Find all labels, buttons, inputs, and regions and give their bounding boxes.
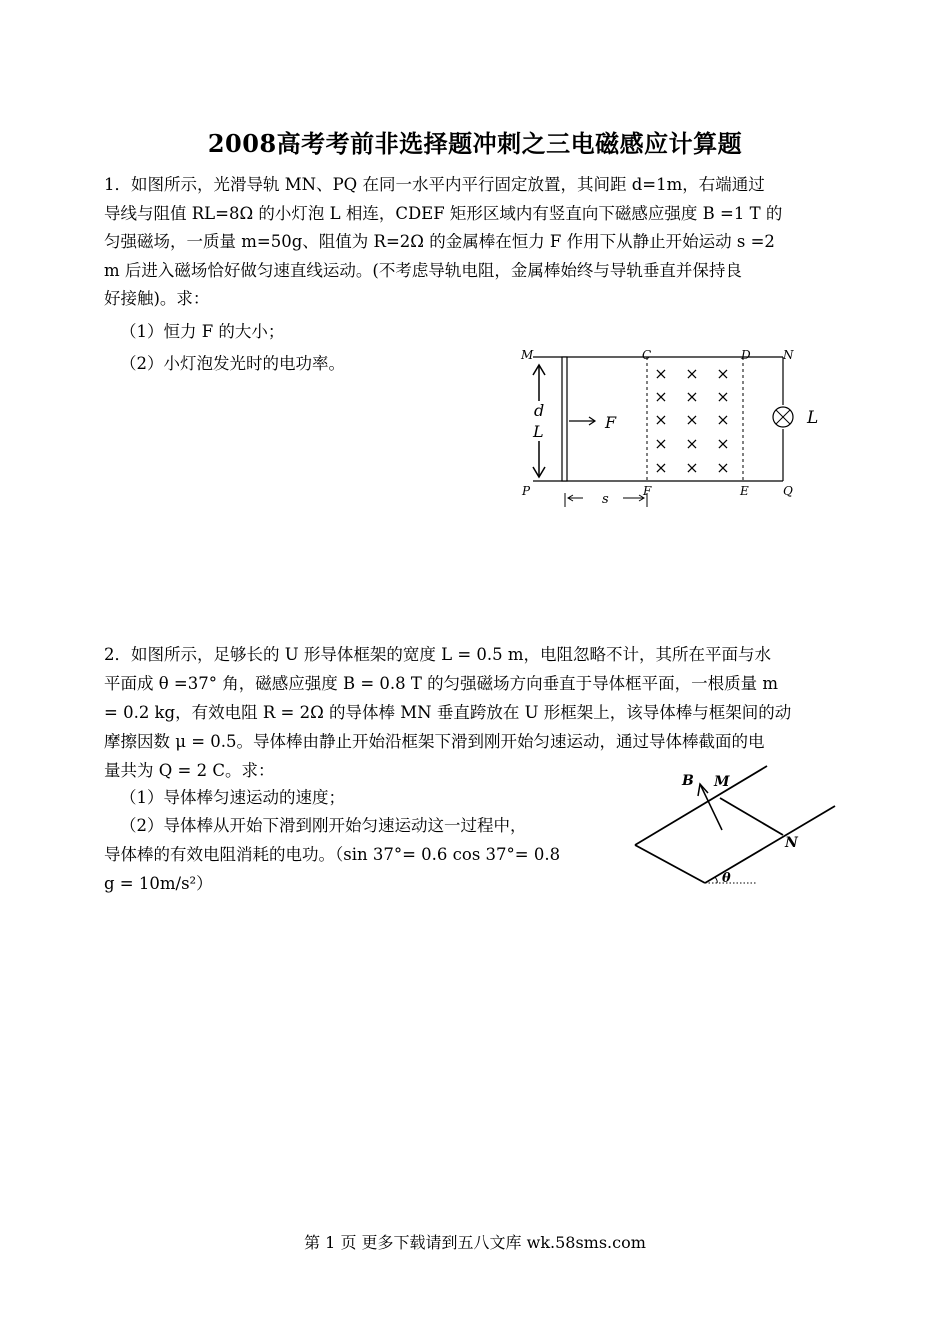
field-mark: ×: [654, 434, 668, 453]
rod-mn: [720, 798, 783, 835]
problem-1-line: 1．如图所示，光滑导轨 MN、PQ 在同一水平内平行固定放置，其间距 d=1m，右端通过: [104, 175, 765, 194]
field-mark: ×: [654, 458, 668, 477]
problem-1-line: 导线与阻值 RL=8Ω 的小灯泡 L 相连，CDEF 矩形区域内有竖直向下磁感应强度 B =1 T 的: [104, 203, 783, 223]
problem-2-line: 量共为 Q = 2 C。求：: [104, 761, 275, 780]
problem-1-question-2: （2）小灯泡发光时的电功率。: [120, 354, 345, 373]
frame-end: [635, 845, 705, 883]
label-f: F: [643, 484, 652, 498]
problem-1-figure: [515, 345, 825, 515]
label-theta: θ: [722, 871, 731, 886]
problem-1-line: 好接触)。求：: [104, 289, 210, 308]
label-n: N: [783, 348, 794, 362]
problem-2-question-1: （1）导体棒匀速运动的速度；: [120, 788, 345, 807]
field-mark: ×: [685, 410, 699, 429]
problem-1-text: [104, 171, 782, 314]
problem-2-line: 摩擦因数 μ = 0.5。导体棒由静止开始沿框架下滑到刚开始匀速运动，通过导体棒截面的电: [104, 732, 765, 751]
problem-1-line: 匀强磁场，一质量 m=50g、阻值为 R=2Ω 的金属棒在恒力 F 作用下从静止开始运动 s =2: [104, 232, 775, 251]
rail-upper: [635, 766, 767, 845]
problem-2-line: 平面成 θ =37° 角，磁感应强度 B = 0.8 T 的匀强磁场方向垂直于导体框平面，一根质量 m: [104, 674, 779, 693]
field-mark: ×: [654, 387, 668, 406]
problem-1-question-1: （1）恒力 F 的大小；: [120, 322, 285, 341]
field-mark: ×: [716, 434, 730, 453]
problem-2-line: 2．如图所示，足够长的 U 形导体框架的宽度 L = 0.5 m，电阻忽略不计，其所在平面与水: [104, 645, 772, 664]
field-mark: ×: [685, 364, 699, 383]
label-d-corner: D: [741, 348, 751, 362]
metal-rod: [562, 357, 567, 481]
label-c: C: [642, 348, 652, 362]
label-d: d: [534, 401, 545, 420]
b-field-arrow: [700, 784, 722, 830]
field-mark: ×: [654, 410, 668, 429]
magnetic-field: [654, 364, 729, 477]
field-mark: ×: [654, 364, 668, 383]
label-s: s: [602, 492, 609, 507]
field-mark: ×: [716, 458, 730, 477]
field-mark: ×: [716, 410, 730, 429]
label-p: P: [522, 484, 531, 498]
angle-arc: [715, 877, 717, 883]
problem-2-line: = 0.2 kg，有效电阻 R = 2Ω 的导体棒 MN 垂直跨放在 U 形框架上，该导体棒与框架间的动: [104, 703, 792, 722]
label-n: N: [785, 835, 798, 851]
field-mark: ×: [716, 387, 730, 406]
label-e: E: [740, 484, 749, 498]
label-m: M: [521, 348, 534, 362]
label-m: M: [714, 774, 730, 790]
problem-1-line: m 后进入磁场恰好做匀速直线运动。(不考虑导轨电阻，金属棒始终与导轨垂直并保持良: [104, 260, 742, 280]
label-b: B: [682, 773, 694, 789]
field-mark: ×: [685, 458, 699, 477]
page-footer: 第 1 页 更多下载请到五八文库 wk.58sms.com: [304, 1233, 646, 1252]
problem-2-question-2-cont: g = 10m/s²）: [104, 874, 213, 893]
field-mark: ×: [685, 387, 699, 406]
label-q: Q: [783, 484, 793, 498]
problem-2-figure: [625, 760, 845, 890]
label-force: F: [605, 413, 617, 432]
label-l-rod: L: [533, 422, 544, 441]
field-mark: ×: [685, 434, 699, 453]
field-mark: ×: [716, 364, 730, 383]
problem-2-question-2-cont: 导体棒的有效电阻消耗的电功。（sin 37°= 0.6 cos 37°= 0.8: [104, 845, 561, 864]
problem-2-question-2: （2）导体棒从开始下滑到刚开始匀速运动这一过程中，: [120, 816, 527, 835]
page-title: 2008高考考前非选择题冲刺之三电磁感应计算题: [207, 129, 743, 158]
label-lamp: L: [807, 408, 819, 428]
